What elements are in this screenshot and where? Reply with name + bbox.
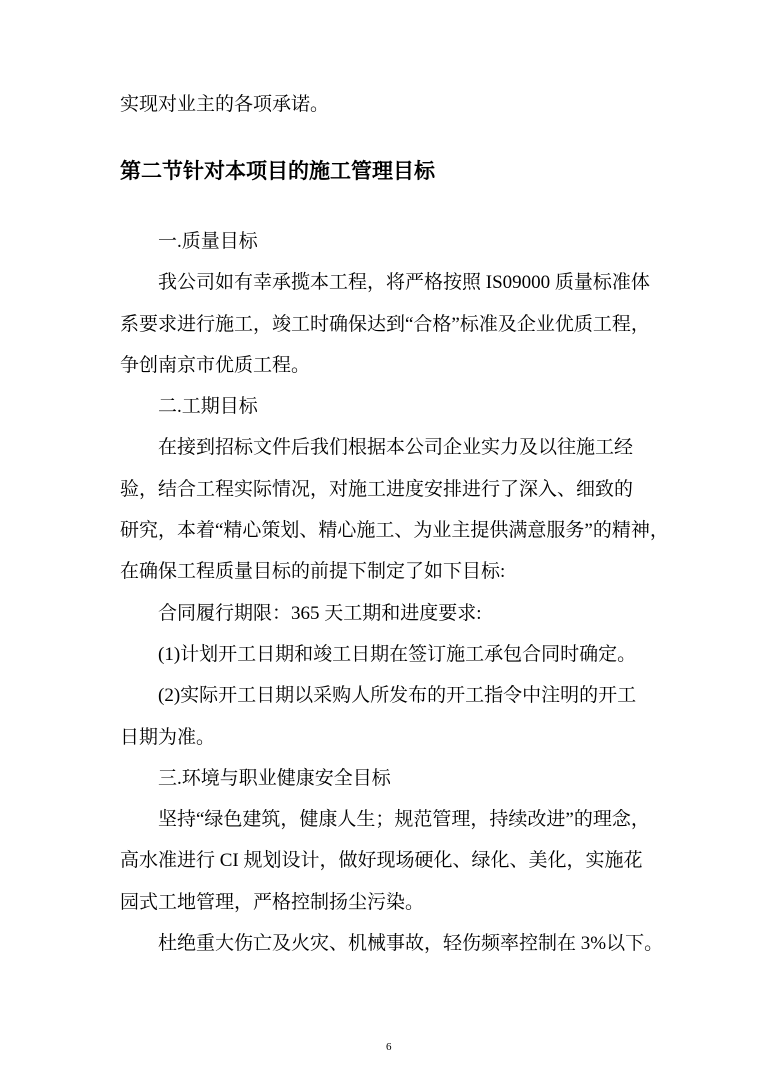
page-number: 6 <box>386 1041 392 1053</box>
environment-goal-heading: 三.环境与职业健康安全目标 <box>158 767 391 789</box>
schedule-item-1: (1)计划开工日期和竣工日期在签订施工承包合同时确定。 <box>158 643 637 665</box>
quality-goal-line: 系要求进行施工，竣工时确保达到“合格”标准及企业优质工程， <box>120 313 650 335</box>
safety-goal-line: 杜绝重大伤亡及火灾、机械事故，轻伤频率控制在 3%以下。 <box>158 933 664 955</box>
schedule-intro-line: 在接到招标文件后我们根据本公司企业实力及以往施工经 <box>158 437 634 459</box>
quality-goal-line: 我公司如有幸承揽本工程，将严格按照 IS09000 质量标准体 <box>158 272 650 294</box>
schedule-item-2-line: 日期为准。 <box>120 726 216 748</box>
schedule-goal-heading: 二.工期目标 <box>158 396 258 418</box>
quality-goal-heading: 一.质量目标 <box>158 231 258 252</box>
schedule-intro-line: 研究，本着“精心策划、精心施工、为业主提供满意服务”的精神， <box>120 520 669 542</box>
quality-goal-line: 争创南京市优质工程。 <box>120 354 311 376</box>
section-heading: 第二节针对本项目的施工管理目标 <box>120 159 435 183</box>
continuation-line: 实现对业主的各项承诺。 <box>120 94 330 115</box>
schedule-item-2-line: (2)实际开工日期以采购人所发布的开工指令中注明的开工 <box>158 685 637 707</box>
schedule-intro-line: 在确保工程质量目标的前提下制定了如下目标: <box>120 561 506 583</box>
schedule-intro-line: 验，结合工程实际情况，对施工进度安排进行了深入、细致的 <box>120 478 634 500</box>
contract-period-line: 合同履行期限：365 天工期和进度要求: <box>158 602 482 624</box>
document-body <box>0 221 761 964</box>
environment-goal-line: 高水准进行 CI 规划设计，做好现场硬化、绿化、美化，实施花 <box>120 850 643 872</box>
environment-goal-line: 园式工地管理，严格控制扬尘污染。 <box>120 891 425 913</box>
environment-goal-line: 坚持“绿色建筑，健康人生；规范管理，持续改进”的理念， <box>158 809 650 831</box>
